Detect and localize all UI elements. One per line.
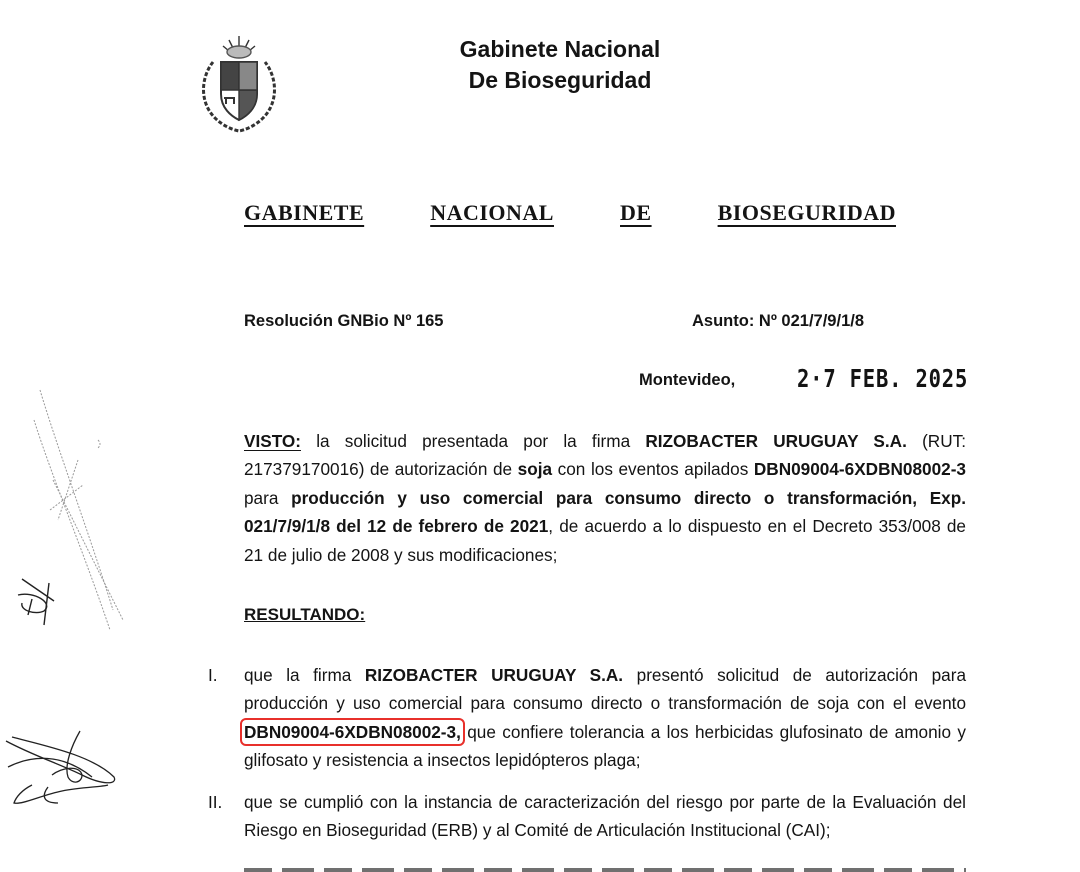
- event-code: DBN09004-6XDBN08002-3: [753, 459, 966, 480]
- visto-label: VISTO:: [244, 431, 301, 451]
- date-stamp: 2·7 FEB. 2025: [797, 364, 969, 393]
- initials-signature-icon: [14, 575, 64, 635]
- text: presentó solicitud de autorización para producción y uso comercial para consumo directo o transformación de soja con el evento: [244, 665, 966, 714]
- crop-name: soja: [517, 459, 553, 480]
- company-name: RIZOBACTER URUGUAY S.A.: [364, 665, 624, 685]
- item-number: II.: [208, 792, 223, 812]
- resultando-item: [208, 661, 966, 775]
- place-label: Montevideo,: [639, 371, 736, 389]
- organization-header: [380, 34, 740, 96]
- text: con los eventos apilados: [552, 459, 754, 480]
- company-name: RIZOBACTER URUGUAY S.A.: [645, 431, 907, 451]
- text: que la firma: [244, 665, 365, 685]
- request-details: producción y uso comercial para consumo directo o transformación, Exp. 021/7/9/1/8 del 12 de febrero de 2021: [244, 487, 966, 537]
- coat-of-arms-icon: [193, 32, 285, 134]
- title-word: NACIONAL: [430, 200, 554, 225]
- item-number: I.: [208, 665, 218, 685]
- text: la solicitud presentada por la firma: [300, 431, 646, 451]
- org-name-line1: Gabinete Nacional: [459, 36, 661, 62]
- text: que se cumplió con la instancia de caracterización del riesgo por parte de la Evaluación del Riesgo en Bioseguridad (ERB) y al Comité de Articulación Institucional (CAI);: [244, 792, 966, 841]
- cut-off-text-line: [244, 862, 966, 872]
- title-word: GABINETE: [244, 200, 365, 225]
- text: que confiere tolerancia a los herbicidas glufosinato de amonio y glifosato y resistencia a insectos lepidópteros plaga;: [244, 721, 966, 771]
- title-word: DE: [620, 200, 652, 225]
- asunto-number: Asunto: Nº 021/7/9/1/8: [692, 312, 865, 330]
- visto-paragraph: [244, 427, 966, 569]
- document-title: [244, 200, 896, 226]
- resolution-number: Resolución GNBio Nº 165: [244, 312, 444, 330]
- handwritten-signature-icon: [2, 725, 122, 810]
- highlighted-event-code: DBN09004-6XDBN08002-3,: [244, 721, 461, 742]
- org-name-line2: De Bioseguridad: [468, 67, 652, 93]
- text: (RUT: 217379170016) de autorización de: [244, 431, 966, 480]
- title-word: BIOSEGURIDAD: [717, 200, 896, 225]
- text: , de acuerdo a lo dispuesto en el Decreto 353/008 de 21 de julio de 2008 y sus modificaciones;: [244, 516, 966, 565]
- text: para: [244, 487, 292, 508]
- resultando-item: [208, 788, 966, 845]
- resultando-heading: RESULTANDO:: [244, 605, 366, 624]
